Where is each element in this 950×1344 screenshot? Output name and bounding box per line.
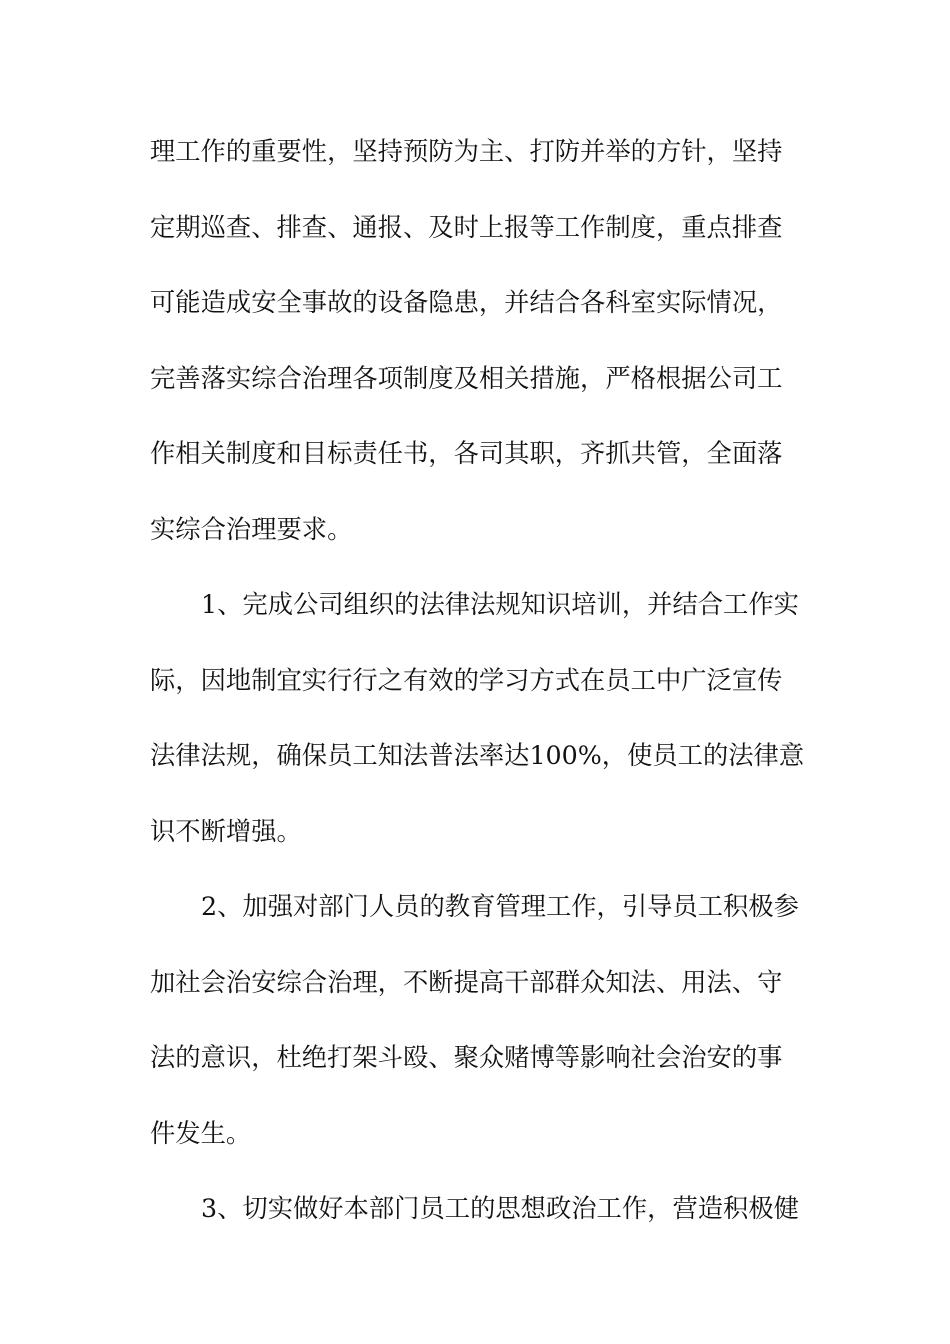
text-line: 作相关制度和目标责任书，各司其职，齐抓共管，全面落 — [150, 439, 783, 468]
text-line: 识不断增强。 — [150, 816, 302, 846]
text-line: 完善落实综合治理各项制度及相关措施，严格根据公司工 — [150, 363, 783, 393]
text-line: 理工作的重要性，坚持预防为主、打防并举的方针，坚持 — [150, 137, 783, 166]
body-text — [150, 126, 810, 1259]
paragraph-1-start: 1、完成公司组织的法律法规知识培训，并结合工作实 — [201, 590, 799, 619]
text-line: 件发生。 — [150, 1118, 252, 1148]
paragraph-2-start: 2、加强对部门人员的教育管理工作，引导员工积极参 — [201, 892, 799, 921]
paragraph-3-start: 3、切实做好本部门员工的思想政治工作，营造积极健 — [201, 1194, 799, 1223]
text-line: 可能造成安全事故的设备隐患，并结合各科室实际情况， — [150, 288, 783, 317]
text-line: 法律法规，确保员工知法普法率达100%，使员工的法律意 — [150, 741, 805, 770]
text-line: 加社会治安综合治理，不断提高干部群众知法、用法、守 — [150, 967, 783, 997]
text-line: 际，因地制宜实行行之有效的学习方式在员工中广泛宣传 — [150, 665, 783, 695]
text-line: 法的意识，杜绝打架斗殴、聚众赌博等影响社会治安的事 — [150, 1043, 783, 1072]
text-line: 实综合治理要求。 — [150, 514, 353, 544]
text-line: 定期巡查、排查、通报、及时上报等工作制度，重点排查 — [150, 212, 783, 242]
